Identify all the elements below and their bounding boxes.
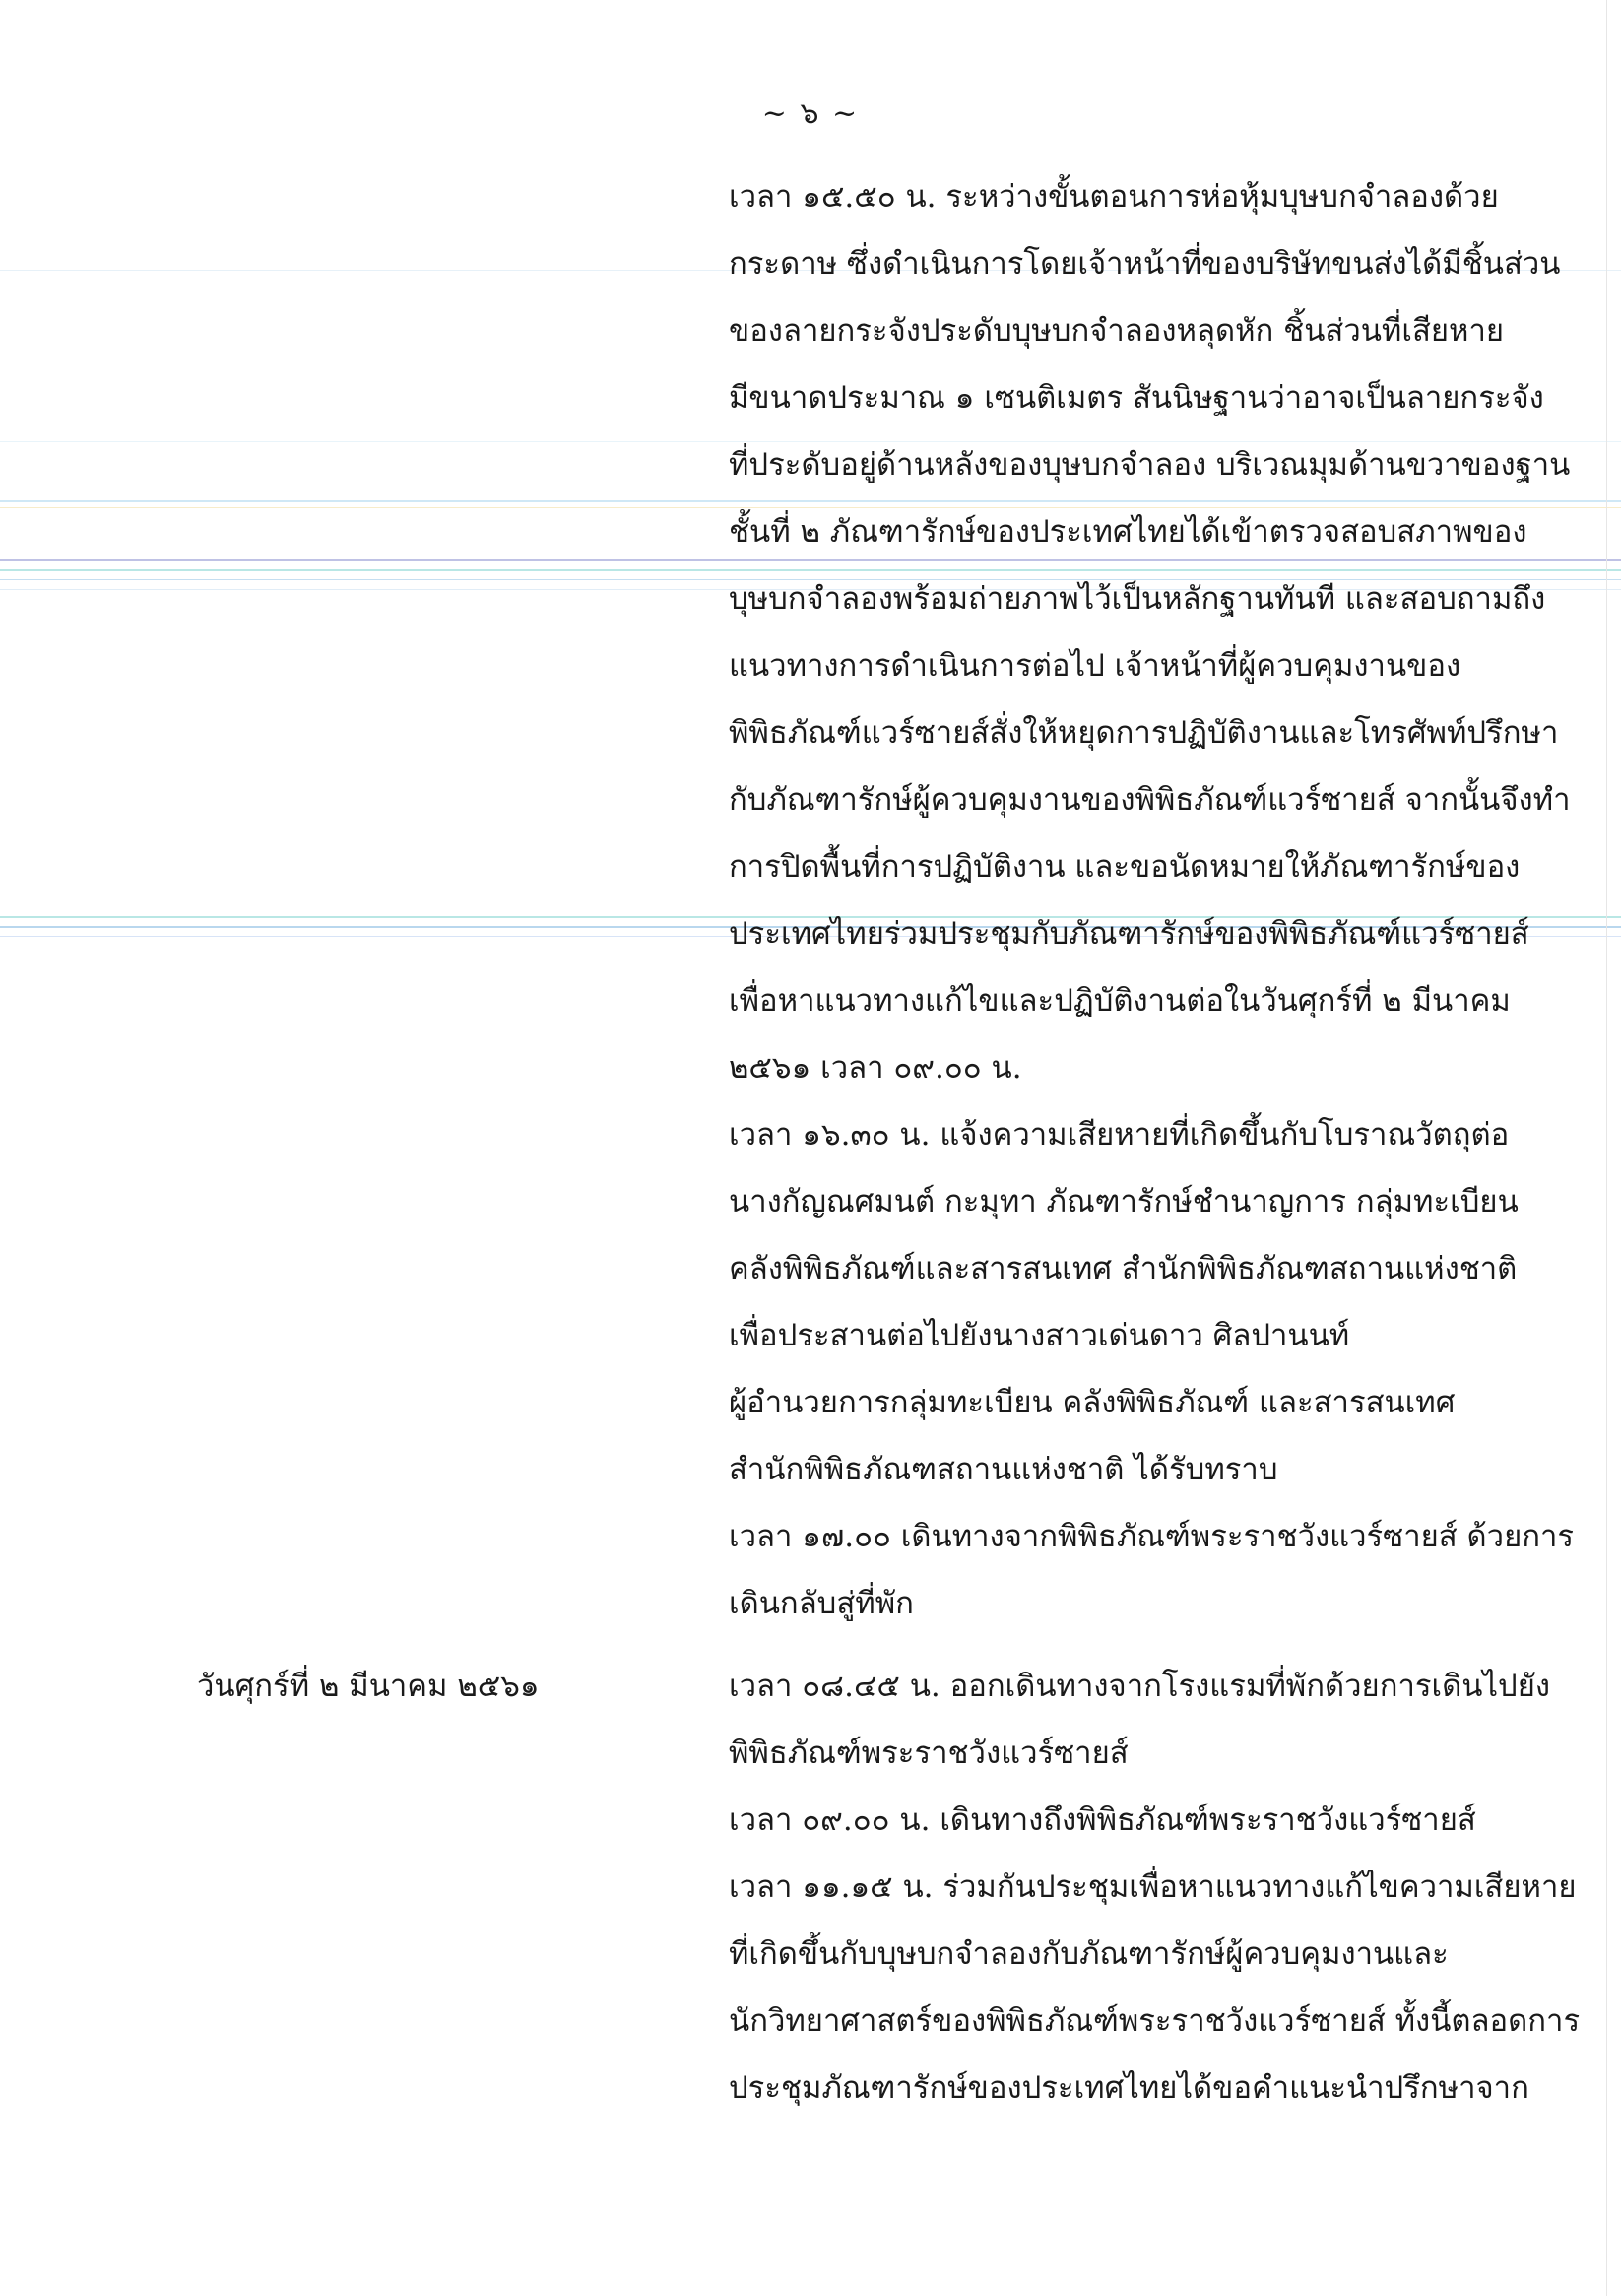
page-number: ~ ๖ ~ <box>761 97 860 131</box>
page-edge <box>1606 0 1607 2296</box>
schedule-block-friday <box>729 1653 1581 2122</box>
text-line: เวลา ๐๘.๔๕ น. ออกเดินทางจากโรงแรมที่พักด้วยการเดินไปยัง <box>729 1669 1551 1704</box>
text-line: ที่เกิดขึ้นกับบุษบกจำลองกับภัณฑารักษ์ผู้ควบคุมงานและ <box>729 1936 1449 1972</box>
text-line: กระดาษ ซึ่งดำเนินการโดยเจ้าหน้าที่ของบริษัทขนส่งได้มีชิ้นส่วน <box>729 246 1561 282</box>
text-line: เพื่อหาแนวทางแก้ไขและปฏิบัติงานต่อในวันศุกร์ที่ ๒ มีนาคม <box>729 983 1511 1018</box>
text-line: คลังพิพิธภัณฑ์และสารสนเทศ สำนักพิพิธภัณฑสถานแห่งชาติ <box>729 1251 1518 1286</box>
text-line: เวลา ๑๖.๓๐ น. แจ้งความเสียหายที่เกิดขึ้นกับโบราณวัตถุต่อ <box>729 1117 1510 1152</box>
schedule-block-thursday <box>729 164 1576 1637</box>
text-line: นางกัญณศมนต์ กะมุทา ภัณฑารักษ์ชำนาญการ กลุ่มทะเบียน <box>729 1184 1519 1219</box>
text-line: นักวิทยาศาสตร์ของพิพิธภัณฑ์พระราชวังแวร์ซายส์ ทั้งนี้ตลอดการ <box>729 2003 1581 2039</box>
text-line: ของลายกระจังประดับบุษบกจำลองหลุดหัก ชิ้นส่วนที่เสียหาย <box>729 313 1505 349</box>
text-line: การปิดพื้นที่การปฏิบัติงาน และขอนัดหมายให้ภัณฑารักษ์ของ <box>729 849 1521 885</box>
text-line: เวลา ๑๗.๐๐ เดินทางจากพิพิธภัณฑ์พระราชวังแวร์ซายส์ ด้วยการ <box>729 1519 1575 1554</box>
text-line: ประชุมภัณฑารักษ์ของประเทศไทยได้ขอคำแนะนำปรึกษาจาก <box>729 2070 1529 2106</box>
text-line: กับภัณฑารักษ์ผู้ควบคุมงานของพิพิธภัณฑ์แวร์ซายส์ จากนั้นจึงทำ <box>729 782 1571 818</box>
text-line: เวลา ๐๙.๐๐ น. เดินทางถึงพิพิธภัณฑ์พระราชวังแวร์ซายส์ <box>729 1803 1476 1838</box>
text-line: พิพิธภัณฑ์พระราชวังแวร์ซายส์ <box>729 1736 1129 1771</box>
text-line: เพื่อประสานต่อไปยังนางสาวเด่นดาว ศิลปานนท์ <box>729 1318 1350 1353</box>
text-line: ที่ประดับอยู่ด้านหลังของบุษบกจำลอง บริเวณมุมด้านขวาของฐาน <box>729 447 1571 483</box>
text-line: ๒๕๖๑ เวลา ๐๙.๐๐ น. <box>729 1050 1022 1085</box>
text-line: เวลา ๑๑.๑๕ น. ร่วมกันประชุมเพื่อหาแนวทางแก้ไขความเสียหาย <box>729 1870 1577 1905</box>
text-line: ชั้นที่ ๒ ภัณฑารักษ์ของประเทศไทยได้เข้าตรวจสอบสภาพของ <box>729 514 1527 550</box>
text-line: บุษบกจำลองพร้อมถ่ายภาพไว้เป็นหลักฐานทันที และสอบถามถึง <box>729 581 1546 617</box>
text-line: ผู้อำนวยการกลุ่มทะเบียน คลังพิพิธภัณฑ์ และสารสนเทศ <box>729 1385 1456 1420</box>
text-line: พิพิธภัณฑ์แวร์ซายส์สั่งให้หยุดการปฏิบัติงานและโทรศัพท์ปรึกษา <box>729 715 1559 751</box>
date-label: วันศุกร์ที่ ๒ มีนาคม ๒๕๖๑ <box>197 1669 540 1704</box>
text-line: สำนักพิพิธภัณฑสถานแห่งชาติ ได้รับทราบ <box>729 1452 1278 1487</box>
text-line: ประเทศไทยร่วมประชุมกับภัณฑารักษ์ของพิพิธภัณฑ์แวร์ซายส์ <box>729 916 1529 951</box>
text-line: แนวทางการดำเนินการต่อไป เจ้าหน้าที่ผู้ควบคุมงานของ <box>729 648 1461 684</box>
text-line: เดินกลับสู่ที่พัก <box>729 1586 914 1621</box>
text-line: มีขนาดประมาณ ๑ เซนติเมตร สันนิษฐานว่าอาจเป็นลายกระจัง <box>729 380 1544 416</box>
text-line: เวลา ๑๕.๕๐ น. ระหว่างขั้นตอนการห่อหุ้มบุษบกจำลองด้วย <box>729 179 1499 215</box>
